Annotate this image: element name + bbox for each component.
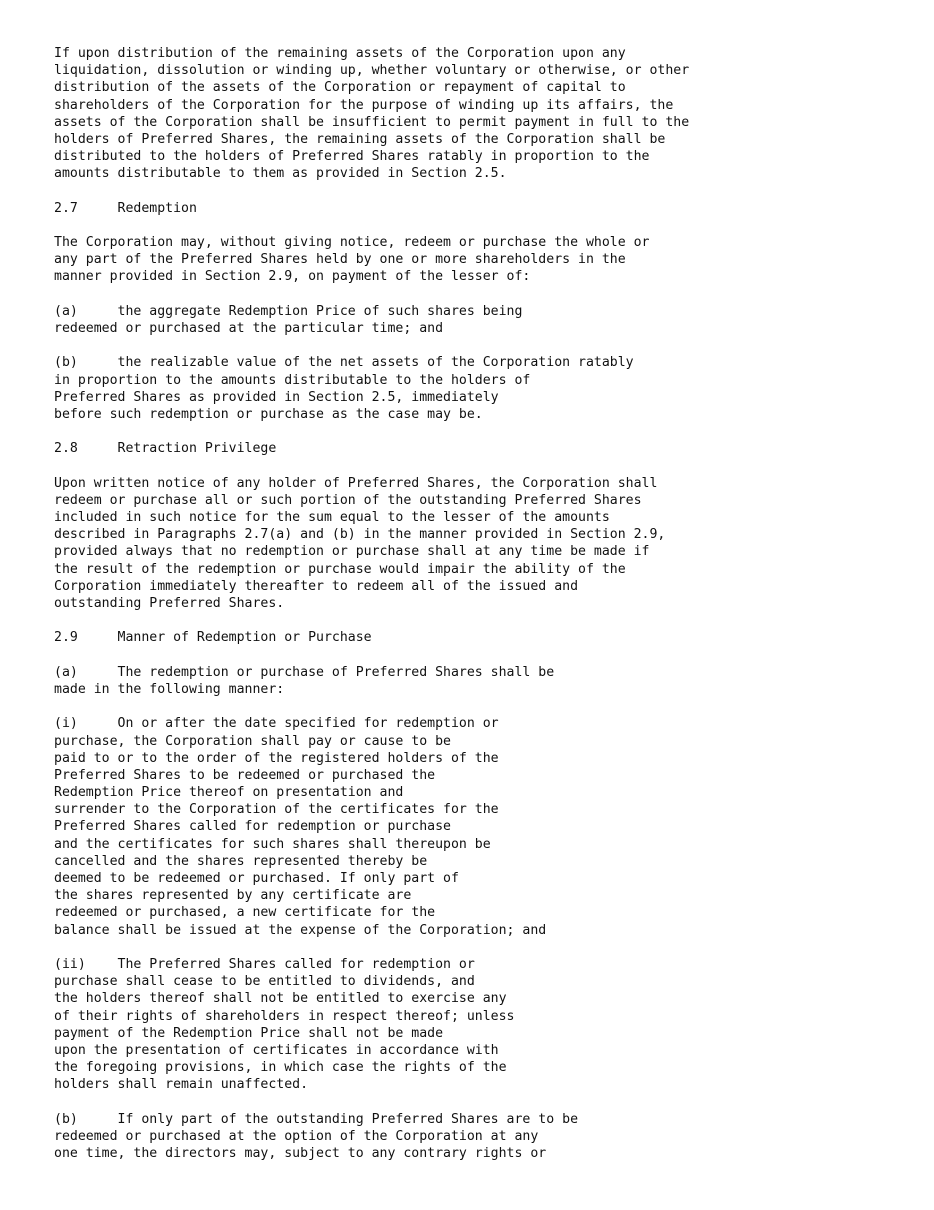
- text-line: cancelled and the shares represented thereby be: [54, 853, 428, 869]
- text-line: [54, 698, 914, 715]
- text-line: Preferred Shares to be redeemed or purchased the: [54, 767, 436, 783]
- text-line: the foregoing provisions, in which case the rights of the: [54, 1060, 507, 1076]
- text-line: paid to or to the order of the registered holders of the: [54, 750, 499, 766]
- text-line: The Corporation may, without giving notice, redeem or purchase the whole or: [54, 235, 650, 251]
- text-line: manner provided in Section 2.9, on payment of the lesser of:: [54, 269, 531, 285]
- text-line: (b) the realizable value of the net assets of the Corporation ratably: [54, 355, 634, 371]
- text-line: [54, 458, 914, 475]
- text-line: provided always that no redemption or purchase shall at any time be made if: [54, 544, 650, 560]
- text-line: shareholders of the Corporation for the purpose of winding up its affairs, the: [54, 97, 674, 113]
- text-line: [54, 337, 914, 354]
- text-line: before such redemption or purchase as the case may be.: [54, 406, 483, 422]
- text-line: payment of the Redemption Price shall not be made: [54, 1025, 444, 1041]
- text-line: [54, 939, 914, 956]
- text-line: holders shall remain unaffected.: [54, 1077, 309, 1093]
- text-line: (ii) The Preferred Shares called for redemption or: [54, 956, 475, 972]
- text-line: redeemed or purchased at the option of the Corporation at any: [54, 1128, 539, 1144]
- text-line: the holders thereof shall not be entitled to exercise any: [54, 991, 507, 1007]
- text-line: assets of the Corporation shall be insufficient to permit payment in full to the: [54, 114, 690, 130]
- text-line: distributed to the holders of Preferred Shares ratably in proportion to the: [54, 149, 650, 165]
- text-line: any part of the Preferred Shares held by one or more shareholders in the: [54, 252, 626, 268]
- text-line: redeemed or purchased, a new certificate for the: [54, 905, 436, 921]
- text-line: the result of the redemption or purchase would impair the ability of the: [54, 561, 626, 577]
- text-line: If upon distribution of the remaining assets of the Corporation upon any: [54, 46, 626, 61]
- text-line: deemed to be redeemed or purchased. If only part of: [54, 871, 459, 886]
- text-line: described in Paragraphs 2.7(a) and (b) in the manner provided in Section 2.9,: [54, 527, 666, 543]
- text-line: Corporation immediately thereafter to redeem all of the issued and: [54, 578, 579, 594]
- text-line: included in such notice for the sum equal to the lesser of the amounts: [54, 510, 610, 526]
- text-line: (a) the aggregate Redemption Price of such shares being: [54, 303, 523, 319]
- text-line: [54, 647, 914, 664]
- text-line: [54, 423, 914, 440]
- text-line: Preferred Shares as provided in Section 2.5, immediately: [54, 389, 499, 405]
- text-line: [54, 183, 914, 200]
- text-line: [54, 612, 914, 629]
- text-line: surrender to the Corporation of the certificates for the: [54, 802, 499, 818]
- text-line: distribution of the assets of the Corporation or repayment of capital to: [54, 80, 626, 96]
- text-line: upon the presentation of certificates in accordance with: [54, 1042, 499, 1058]
- text-line: one time, the directors may, subject to any contrary rights or: [54, 1146, 547, 1161]
- text-line: [54, 1093, 914, 1110]
- text-line: redeem or purchase all or such portion of the outstanding Preferred Shares: [54, 492, 642, 508]
- text-line: Redemption Price thereof on presentation and: [54, 785, 404, 801]
- text-line: the shares represented by any certificate are: [54, 888, 412, 904]
- text-line: purchase, the Corporation shall pay or cause to be: [54, 733, 451, 749]
- text-line: Upon written notice of any holder of Preferred Shares, the Corporation shall: [54, 475, 658, 491]
- text-line: outstanding Preferred Shares.: [54, 596, 285, 611]
- text-line: [54, 217, 914, 234]
- text-line: (b) If only part of the outstanding Preferred Shares are to be: [54, 1111, 579, 1127]
- text-line: balance shall be issued at the expense of the Corporation; and: [54, 922, 547, 938]
- text-line: 2.8 Retraction Privilege: [54, 441, 277, 457]
- text-line: purchase shall cease to be entitled to dividends, and: [54, 974, 475, 990]
- text-line: (a) The redemption or purchase of Preferred Shares shall be: [54, 664, 555, 680]
- text-line: 2.9 Manner of Redemption or Purchase: [54, 630, 372, 646]
- text-line: in proportion to the amounts distributable to the holders of: [54, 372, 531, 388]
- text-line: of their rights of shareholders in respect thereof; unless: [54, 1008, 515, 1024]
- text-line: liquidation, dissolution or winding up, whether voluntary or otherwise, or other: [54, 63, 690, 79]
- text-line: (i) On or after the date specified for redemption or: [54, 716, 499, 732]
- document-body: [54, 45, 914, 1162]
- text-line: made in the following manner:: [54, 681, 285, 697]
- text-line: [54, 286, 914, 303]
- text-line: amounts distributable to them as provided in Section 2.5.: [54, 166, 507, 182]
- text-line: holders of Preferred Shares, the remaining assets of the Corporation shall be: [54, 131, 666, 147]
- text-line: and the certificates for such shares shall thereupon be: [54, 836, 491, 852]
- text-line: redeemed or purchased at the particular time; and: [54, 321, 444, 336]
- text-line: Preferred Shares called for redemption or purchase: [54, 819, 451, 835]
- text-line: 2.7 Redemption: [54, 200, 197, 216]
